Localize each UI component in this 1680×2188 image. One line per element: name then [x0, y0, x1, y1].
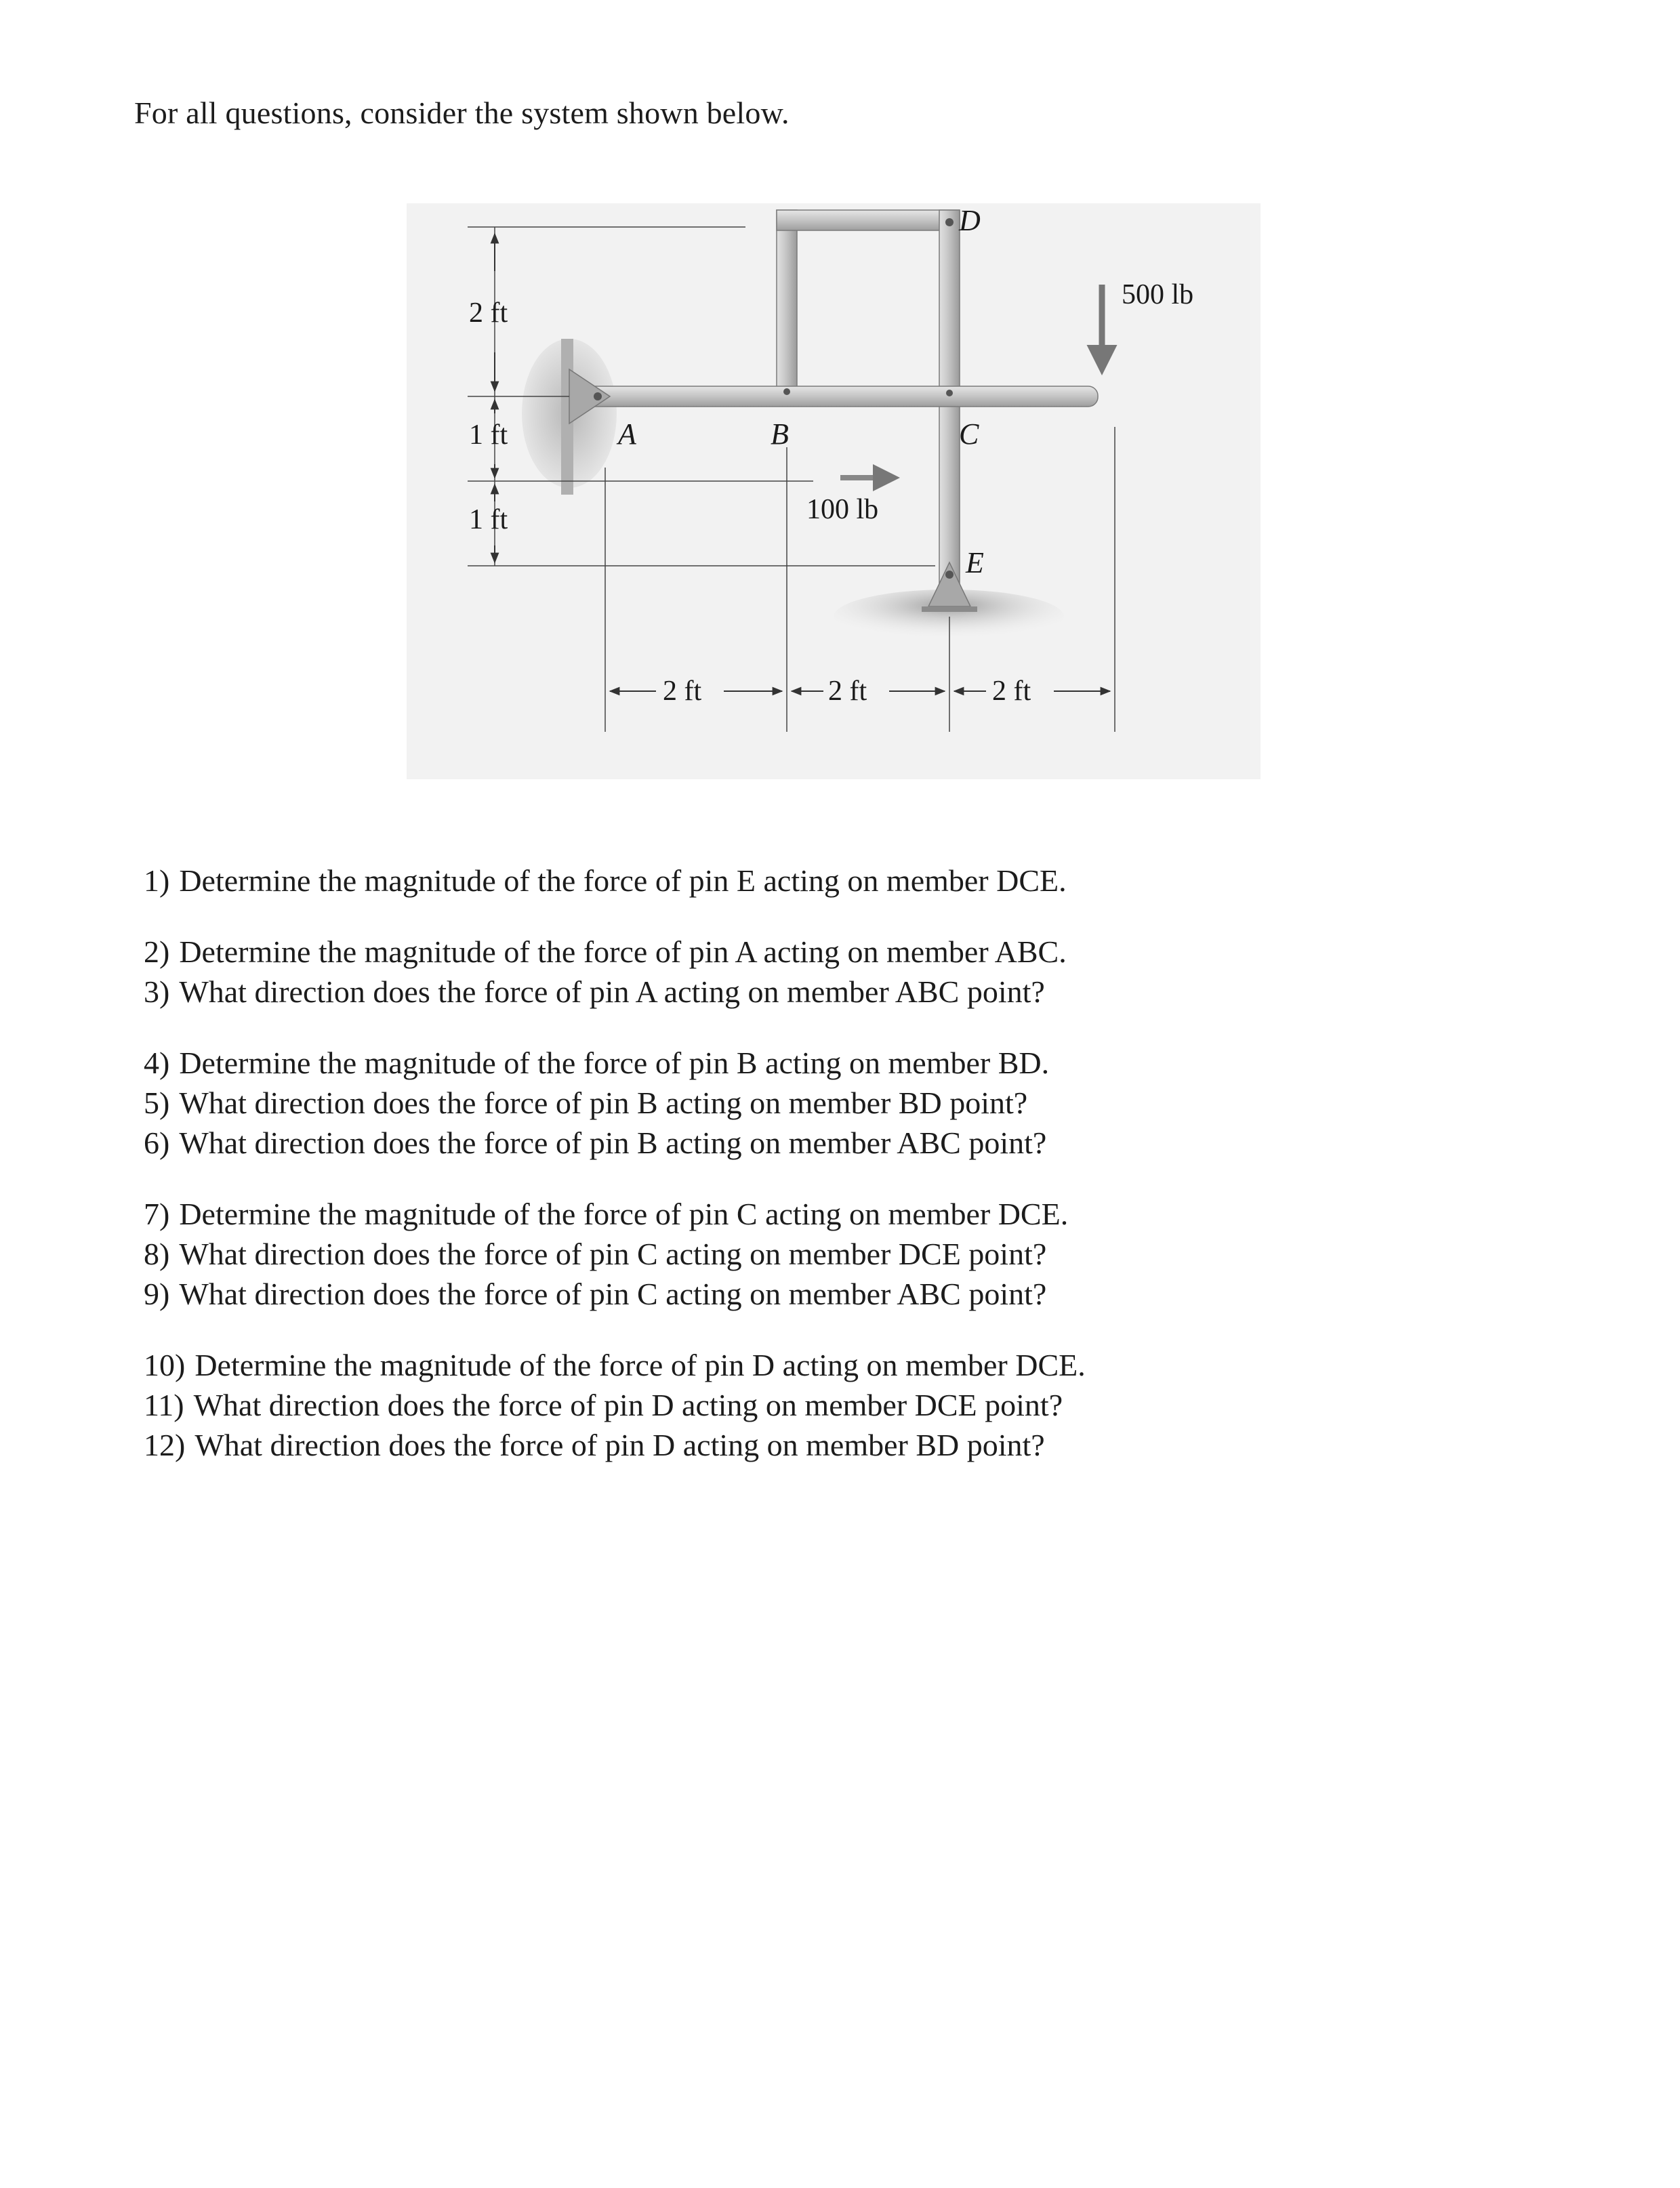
frame-diagram-svg — [407, 203, 1261, 786]
question-item — [144, 1123, 1364, 1163]
question-number: 4) — [144, 1046, 170, 1080]
question-item — [144, 861, 1364, 901]
pin-c — [946, 390, 953, 396]
question-number: 3) — [144, 974, 170, 1009]
label-b: B — [771, 417, 789, 451]
question-item — [144, 1083, 1364, 1123]
pin-a — [594, 392, 602, 400]
question-text: What direction does the force of pin C acting on member ABC point? — [179, 1277, 1047, 1311]
question-group — [144, 932, 1364, 1012]
question-item — [144, 1425, 1364, 1465]
question-group — [144, 1043, 1364, 1163]
question-number: 10) — [144, 1348, 186, 1382]
question-text: What direction does the force of pin C acting on member DCE point? — [179, 1237, 1047, 1271]
question-number: 8) — [144, 1237, 170, 1271]
label-d: D — [959, 204, 981, 237]
label-c: C — [959, 417, 979, 451]
dim-bottom-2: 2 ft — [828, 676, 867, 707]
question-text: Determine the magnitude of the force of pin B acting on member BD. — [179, 1046, 1050, 1080]
label-e: E — [966, 546, 984, 579]
pin-e — [945, 571, 954, 579]
question-text: What direction does the force of pin B acting on member BD point? — [179, 1086, 1028, 1120]
question-text: Determine the magnitude of the force of pin A acting on member ABC. — [179, 934, 1067, 969]
question-number: 1) — [144, 863, 170, 898]
question-number: 12) — [144, 1428, 186, 1462]
question-text: What direction does the force of pin A acting on member ABC point? — [179, 974, 1045, 1009]
intro-text: For all questions, consider the system shown below. — [134, 96, 790, 130]
question-group — [144, 1194, 1364, 1314]
dim-left-mid: 1 ft — [469, 419, 508, 451]
question-number: 7) — [144, 1197, 170, 1231]
member-bd-vertical — [777, 210, 797, 400]
question-item — [144, 1234, 1364, 1274]
question-item — [144, 1274, 1364, 1314]
question-list — [144, 861, 1364, 1496]
question-number: 5) — [144, 1086, 170, 1120]
question-number: 6) — [144, 1126, 170, 1160]
dim-bottom-1: 2 ft — [663, 676, 702, 707]
question-item — [144, 932, 1364, 972]
dim-left-bottom: 1 ft — [469, 504, 508, 535]
question-number: 2) — [144, 934, 170, 969]
question-text: Determine the magnitude of the force of pin E acting on member DCE. — [179, 863, 1067, 898]
question-group — [144, 1345, 1364, 1465]
label-a: A — [618, 417, 636, 451]
member-bd-horizontal — [777, 210, 960, 230]
question-number: 11) — [144, 1388, 184, 1422]
question-text: Determine the magnitude of the force of pin C acting on member DCE. — [179, 1197, 1069, 1231]
question-item — [144, 1345, 1364, 1385]
question-number: 9) — [144, 1277, 170, 1311]
pin-b — [783, 388, 790, 395]
dim-bottom-3: 2 ft — [992, 676, 1031, 707]
question-item — [144, 972, 1364, 1012]
question-text: What direction does the force of pin B acting on member ABC point? — [179, 1126, 1047, 1160]
question-text: What direction does the force of pin D acting on member DCE point? — [193, 1388, 1063, 1422]
dim-left-top: 2 ft — [469, 297, 508, 329]
pin-d — [945, 218, 954, 226]
pin-e-base — [922, 606, 977, 612]
question-text: Determine the magnitude of the force of pin D acting on member DCE. — [194, 1348, 1086, 1382]
member-abc — [576, 386, 1098, 407]
question-item — [144, 1043, 1364, 1083]
frame-diagram — [407, 203, 1261, 786]
load-label-500: 500 lb — [1122, 279, 1194, 310]
load-label-100: 100 lb — [806, 494, 879, 525]
question-group — [144, 861, 1364, 901]
question-item — [144, 1385, 1364, 1425]
question-text: What direction does the force of pin D acting on member BD point? — [194, 1428, 1045, 1462]
question-item — [144, 1194, 1364, 1234]
